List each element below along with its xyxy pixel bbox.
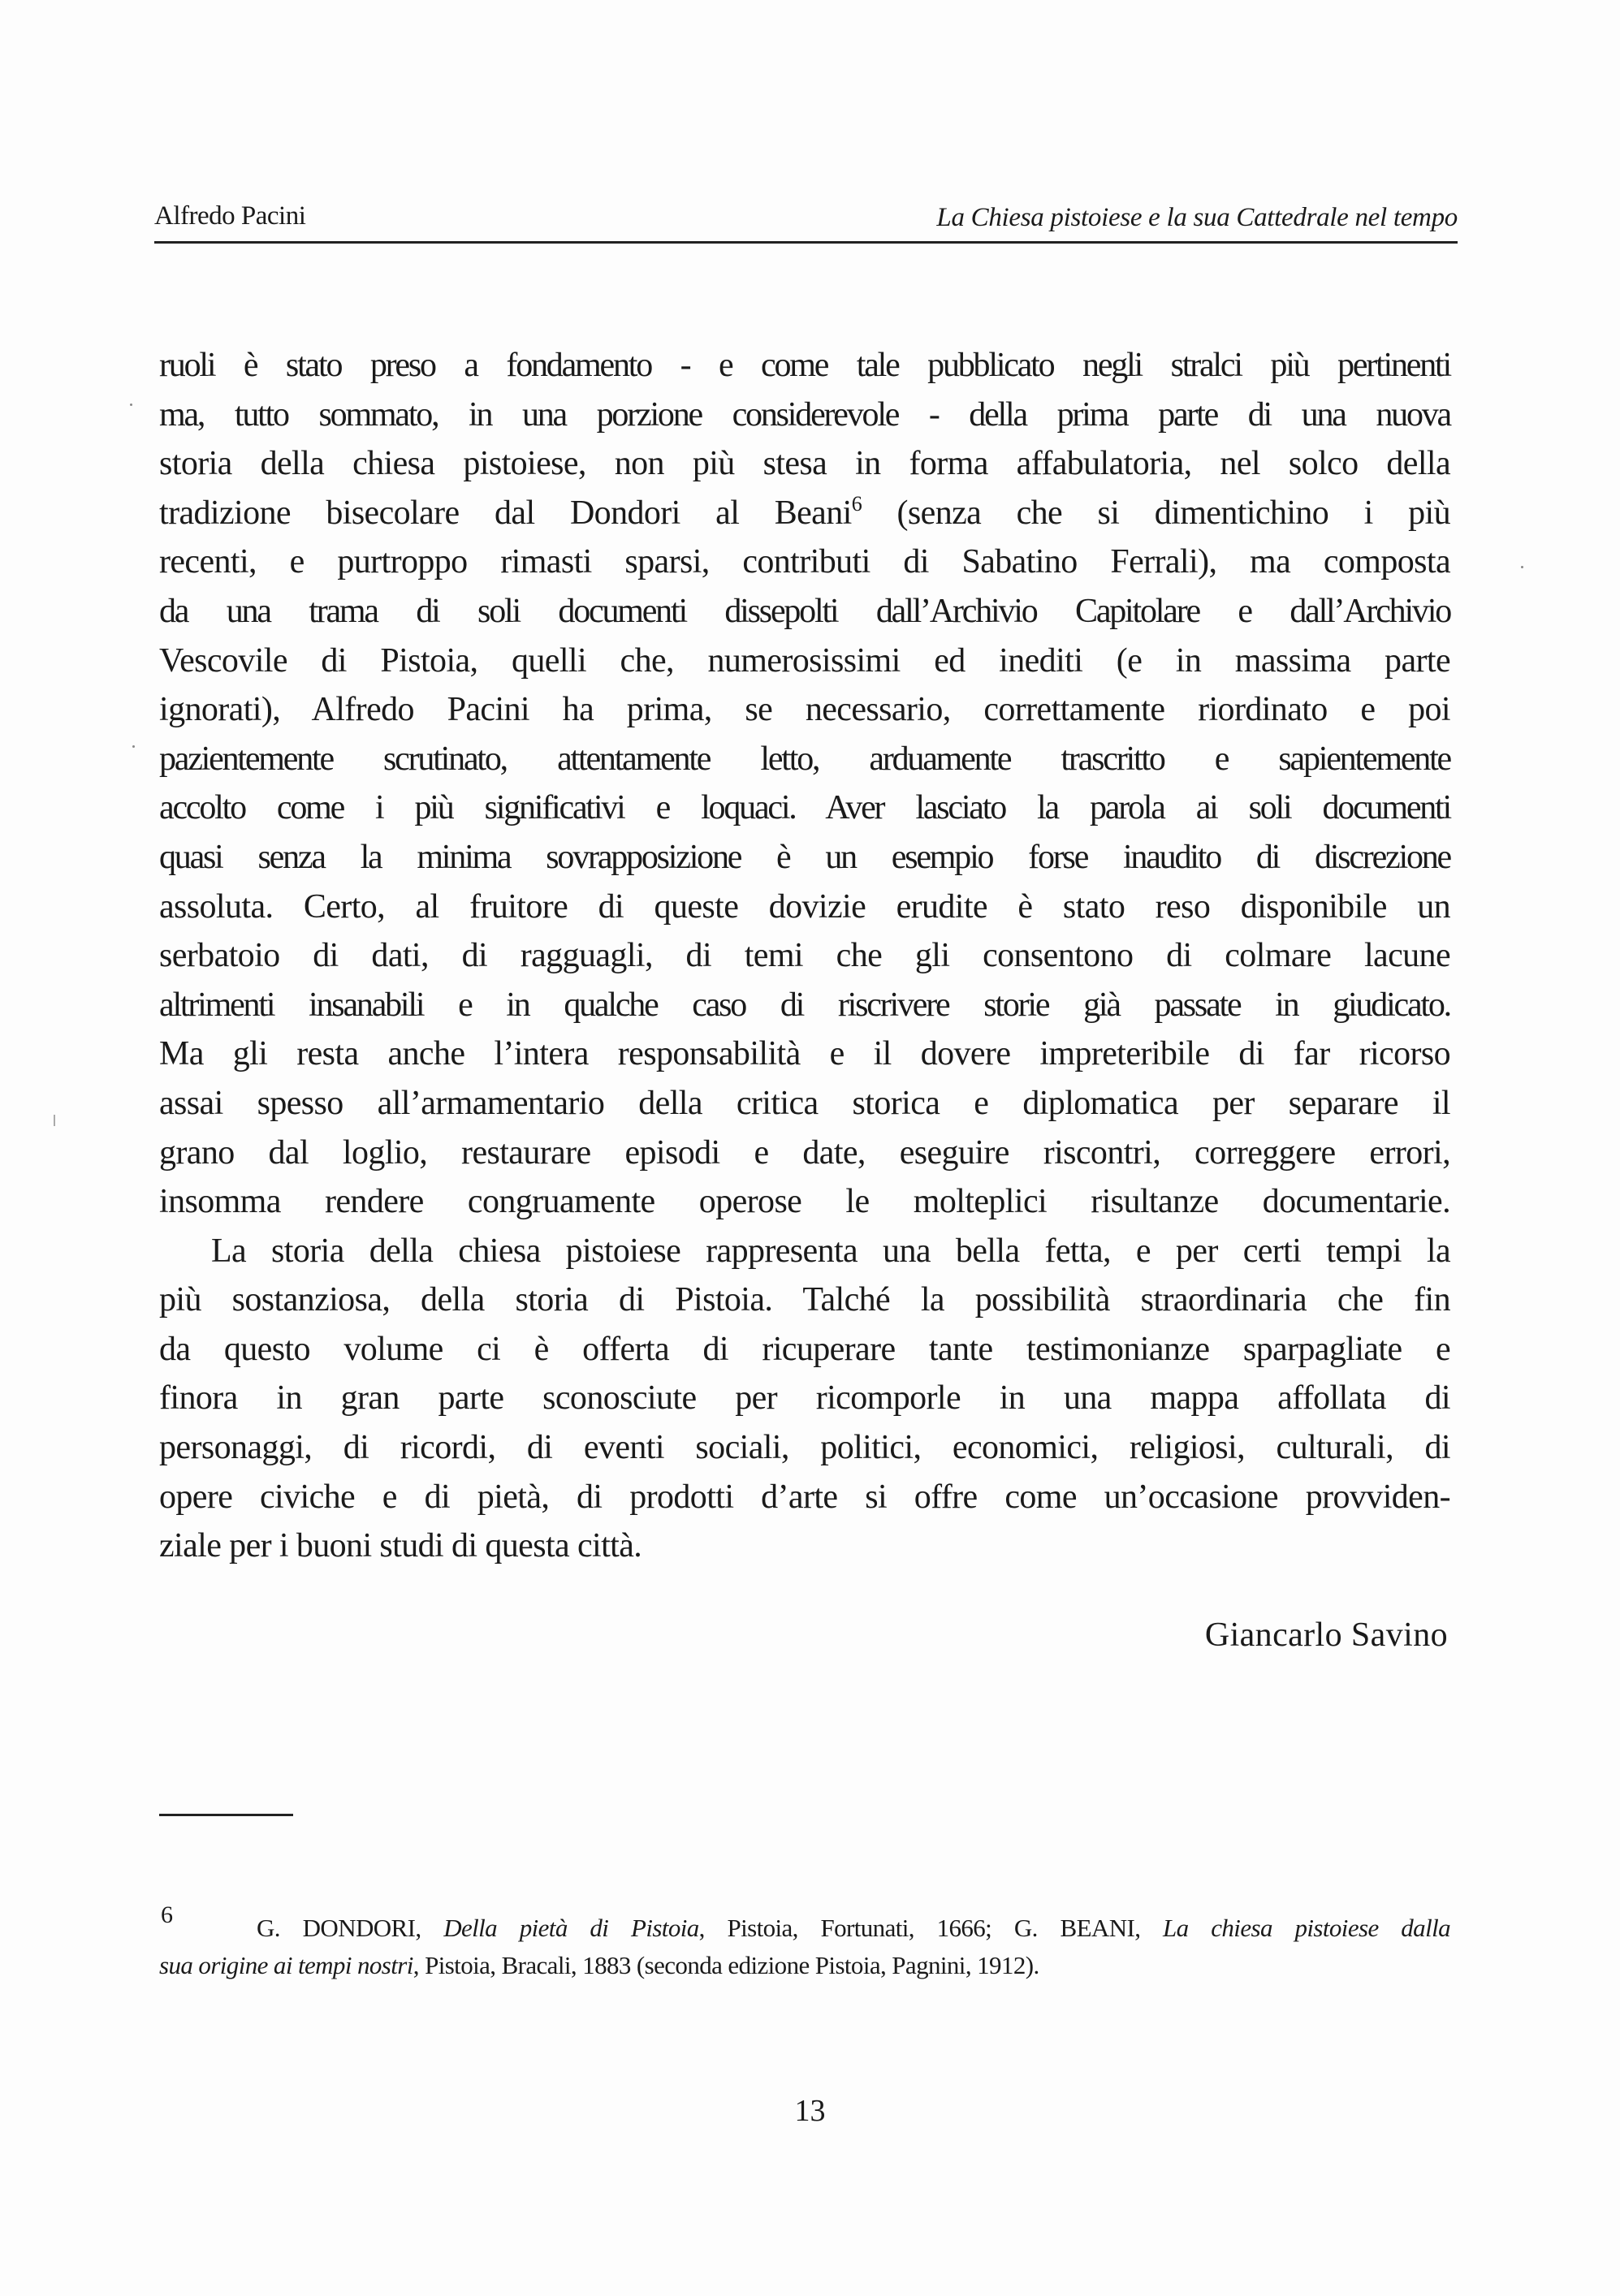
body-line: serbatoio di dati, di ragguagli, di temi che gli consentono di colmare lacune: [159, 937, 1450, 975]
body-line-paragraph-start: La storia della chiesa pistoiese rappresenta una bella fetta, e per certi tempi la: [211, 1232, 1450, 1270]
scan-speck: [1521, 566, 1523, 568]
body-line: [159, 489, 1450, 538]
footnote-6: [159, 1900, 1450, 1984]
body-text: [159, 341, 1450, 1571]
header-rule: [154, 241, 1458, 244]
body-line: ruoli è stato preso a fondamento - e come tale pubblicato negli stralci più pertinenti: [159, 347, 1450, 384]
body-line: da questo volume ci è offerta di ricuperare tante testimonianze sparpagliate e: [159, 1330, 1450, 1368]
scan-speck: [132, 745, 135, 748]
body-line: ma, tutto sommato, in una porzione considerevole - della prima parte di una nuova: [159, 395, 1450, 434]
header-author: Alfredo Pacini: [154, 201, 306, 231]
body-line: recenti, e purtroppo rimasti sparsi, contributi di Sabatino Ferrali), ma composta: [159, 543, 1450, 581]
body-line: accolto come i più significativi e loquaci. Aver lasciato la parola ai soli documenti: [159, 789, 1450, 827]
body-line: Vescovile di Pistoia, quelli che, numerosissimi ed inediti (e in massima parte: [159, 641, 1450, 680]
body-line: finora in gran parte sconosciute per ricomporle in una mappa affollata di: [159, 1379, 1450, 1418]
body-line: ignorati), Alfredo Pacini ha prima, se necessario, correttamente riordinato e poi: [159, 691, 1450, 729]
body-line-text: (senza che si dimentichino i più: [862, 494, 1450, 532]
scan-speck: [54, 1115, 55, 1126]
footnote-book-title: La chiesa pistoiese dalla: [1163, 1914, 1451, 1942]
body-line: storia della chiesa pistoiese, non più stesa in forma affabulatoria, nel solco della: [159, 445, 1450, 483]
body-line: pazientemente scrutinato, attentamente letto, arduamente trascritto e sapientemente: [159, 740, 1450, 778]
footnote-rule: [159, 1814, 293, 1816]
body-line: insomma rendere congruamente operose le molteplici risultanze documentarie.: [159, 1183, 1450, 1221]
footnote-text: G. DONDORI,: [257, 1914, 444, 1942]
body-line: assoluta. Certo, al fruitore di queste dovizie erudite è stato reso disponibile un: [159, 887, 1450, 926]
body-line: ziale per i buoni studi di questa città.: [159, 1527, 642, 1565]
body-line: più sostanziosa, della storia di Pistoia. Talché la possibilità straordinaria che fin: [159, 1281, 1450, 1319]
footnote-book-title: sua origine ai tempi nostri: [159, 1951, 413, 1979]
footnote-number: 6: [161, 1901, 173, 1928]
body-line: Ma gli resta anche l’intera responsabilità e il dovere impreteribile di far ricorso: [159, 1035, 1450, 1073]
signature: Giancarlo Savino: [1204, 1616, 1448, 1654]
footnote-text: , Pistoia, Bracali, 1883 (seconda edizione Pistoia, Pagnini, 1912).: [413, 1951, 1039, 1979]
running-header: [154, 201, 1458, 242]
footnote-line: [159, 1910, 1450, 1947]
body-line: da una trama di soli documenti dissepolti dall’Archivio Capitolare e dall’Archivio: [159, 592, 1450, 630]
footnote-text: , Pistoia, Fortunati, 1666; G. BEANI,: [698, 1914, 1164, 1942]
body-line: personaggi, di ricordi, di eventi sociali, politici, economici, religiosi, culturali, di: [159, 1429, 1450, 1467]
scan-speck: [130, 404, 132, 406]
body-line: grano dal loglio, restaurare episodi e date, eseguire riscontri, correggere errori,: [159, 1133, 1450, 1172]
footnote-reference-6[interactable]: 6: [851, 491, 862, 516]
page-number: 13: [794, 2094, 826, 2128]
body-line: altrimenti insanabili e in qualche caso di riscrivere storie già passate in giudicato.: [159, 986, 1450, 1024]
footnote-book-title: Della pietà di Pistoia: [443, 1914, 699, 1942]
body-line-text: tradizione bisecolare dal Dondori al Beani: [159, 494, 852, 532]
header-book-title: La Chiesa pistoiese e la sua Cattedrale nel tempo: [936, 203, 1458, 232]
footnote-line: [159, 1947, 1450, 1984]
body-line: assai spesso all’armamentario della critica storica e diplomatica per separare il: [159, 1084, 1450, 1122]
body-line: opere civiche e di pietà, di prodotti d’arte si offre come un’occasione provviden-: [159, 1478, 1450, 1516]
body-line: quasi senza la minima sovrapposizione è un esempio forse inaudito di discrezione: [159, 838, 1450, 876]
